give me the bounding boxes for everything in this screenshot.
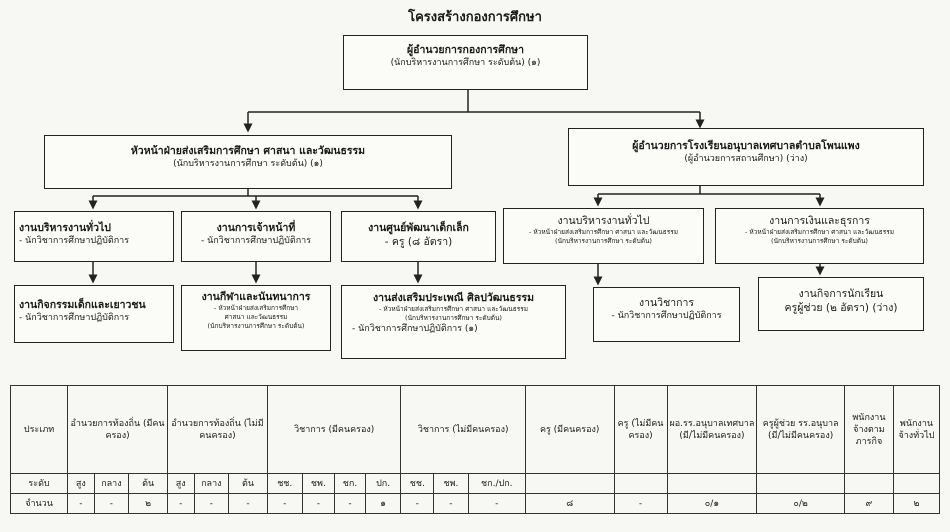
level-cell-empty: [667, 474, 757, 494]
header-cell: ครูผู้ช่วย รร.อนุบาล (มี/ไม่มีคนครอง): [757, 386, 845, 474]
count-cell: ๑: [365, 494, 401, 514]
director-title: ผู้อำนวยการกองการศึกษา: [407, 44, 524, 56]
unit-youth-line: - นักวิชาการศึกษาปฏิบัติการ: [19, 313, 130, 323]
level-cell-empty: [757, 474, 845, 494]
unit-tradition-title: งานส่งเสริมประเพณี ศิลปวัฒนธรรม: [372, 292, 535, 304]
level-cell: ชพ.: [302, 474, 335, 494]
head-right-subtitle: (ผู้อำนวยการสถานศึกษา) (ว่าง): [684, 154, 808, 164]
unit-sports-line3: (นักบริหารงานการศึกษา ระดับต้น): [207, 322, 305, 330]
count-cell: ๐/๑: [667, 494, 757, 514]
unit-youth-title: งานกิจกรรมเด็กและเยาวชน: [19, 299, 146, 311]
level-cell: ปก.: [365, 474, 401, 494]
unit-academic-title: งานวิชาการ: [638, 297, 694, 309]
level-cell-empty: [893, 474, 939, 494]
header-cell: อำนวยการท้องถิ่น (ไม่มีคนครอง): [168, 386, 268, 474]
count-cell: -: [68, 494, 95, 514]
level-cell: ชก./ปก.: [468, 474, 525, 494]
unit-admin-right-title: งานบริหารงานทั่วไป: [557, 215, 650, 227]
header-cell: ครู (มีคนครอง): [525, 386, 614, 474]
count-cell: -: [401, 494, 434, 514]
count-cell: -: [302, 494, 335, 514]
level-cell: กลาง: [94, 474, 129, 494]
level-cell: สูง: [68, 474, 95, 494]
unit-finance-title: งานการเงินและธุรการ: [769, 215, 870, 227]
count-cell: -: [168, 494, 195, 514]
header-cell: พนักงานจ้างทั่วไป: [893, 386, 939, 474]
unit-sports-title: งานกีฬาและนันทนาการ: [201, 291, 311, 303]
chart-title: โครงสร้างกองการศึกษา: [408, 10, 542, 25]
unit-admin-left-line: - นักวิชาการศึกษาปฏิบัติการ: [19, 236, 130, 246]
count-cell: ๐/๒: [757, 494, 845, 514]
unit-tradition-line3: - นักวิชาการศึกษาปฏิบัติการ (๑): [352, 324, 478, 334]
level-cell: ต้น: [129, 474, 168, 494]
unit-childcenter-title: งานศูนย์พัฒนาเด็กเล็ก: [368, 222, 469, 234]
count-cell: -: [267, 494, 302, 514]
head-right-box: [568, 128, 924, 186]
unit-admin-right: [503, 208, 704, 264]
level-cell: ชช.: [267, 474, 302, 494]
head-left-subtitle: (นักบริหารงานการศึกษา ระดับต้น) (๑): [173, 159, 323, 169]
unit-admin-right-line2: (นักบริหารงานการศึกษา ระดับต้น): [555, 237, 652, 245]
head-right-title: ผู้อำนวยการโรงเรียนอนุบาลเทศบาลตำบลโพนแพง: [632, 140, 860, 152]
unit-officer: [181, 211, 331, 262]
count-cell: -: [335, 494, 366, 514]
header-cell: อำนวยการท้องถิ่น (มีคนครอง): [68, 386, 168, 474]
unit-finance: [715, 208, 924, 264]
unit-student-title: งานกิจการนักเรียน: [798, 288, 884, 300]
unit-tradition-line1: - หัวหน้าฝ่ายส่งเสริมการศึกษา ศาสนา และวัฒนธรรม: [378, 305, 528, 313]
header-cell: วิชาการ (มีคนครอง): [267, 386, 401, 474]
count-cell: -: [194, 494, 229, 514]
level-cell: กลาง: [194, 474, 229, 494]
unit-tradition-line2: (นักบริหารงานการศึกษา ระดับต้น): [405, 314, 502, 322]
level-cell: ชก.: [335, 474, 366, 494]
count-cell: -: [614, 494, 667, 514]
level-cell: ชช.: [401, 474, 434, 494]
unit-officer-title: งานการเจ้าหน้าที่: [216, 222, 296, 234]
unit-tradition: [341, 285, 566, 359]
count-cell: -: [434, 494, 469, 514]
unit-finance-line1: - หัวหน้าฝ่ายส่งเสริมการศึกษา ศาสนา และวัฒนธรรม: [744, 228, 894, 236]
table-count-row: [11, 494, 940, 514]
count-cell: ๒: [129, 494, 168, 514]
count-cell: -: [94, 494, 129, 514]
header-cell: ผอ.รร.อนุบาลเทศบาล (มี/ไม่มีคนครอง): [667, 386, 757, 474]
level-cell: ต้น: [229, 474, 268, 494]
header-cell: วิชาการ (ไม่มีคนครอง): [401, 386, 525, 474]
count-cell: ๘: [525, 494, 614, 514]
count-label: จำนวน: [11, 494, 68, 514]
count-cell: ๒: [893, 494, 939, 514]
unit-officer-line: - นักวิชาการศึกษาปฏิบัติการ: [200, 236, 312, 246]
level-cell-empty: [614, 474, 667, 494]
head-left-box: [44, 135, 452, 189]
unit-sports-line2: ศาสนา และวัฒนธรรม: [224, 313, 288, 321]
header-cell: พนักงานจ้างตามภารกิจ: [844, 386, 893, 474]
table-header-row: [11, 386, 940, 474]
header-cell: ครู (ไม่มีคนครอง): [614, 386, 667, 474]
unit-sports-line1: - หัวหน้าฝ่ายส่งเสริมการศึกษา: [213, 304, 299, 312]
director-subtitle: (นักบริหารงานการศึกษา ระดับต้น) (๑): [390, 58, 541, 68]
level-cell: ชพ.: [434, 474, 469, 494]
unit-sports: [181, 285, 331, 351]
unit-student: [758, 277, 924, 331]
unit-childcenter: [341, 211, 496, 262]
level-cell: สูง: [168, 474, 195, 494]
level-label: ระดับ: [11, 474, 68, 494]
unit-academic-line: - นักวิชาการศึกษาปฏิบัติการ: [611, 311, 722, 321]
unit-admin-right-line1: - หัวหน้าฝ่ายส่งเสริมการศึกษา ศาสนา และวัฒนธรรม: [528, 228, 678, 236]
count-cell: -: [468, 494, 525, 514]
level-cell-empty: [525, 474, 614, 494]
count-cell: -: [229, 494, 268, 514]
level-cell-empty: [844, 474, 893, 494]
unit-academic: [593, 287, 740, 342]
unit-youth: [14, 285, 174, 343]
unit-admin-left-title: งานบริหารงานทั่วไป: [19, 222, 111, 234]
count-cell: ๙: [844, 494, 893, 514]
unit-admin-left: [14, 211, 174, 262]
type-label: ประเภท: [11, 386, 68, 474]
unit-student-line: ครูผู้ช่วย (๒ อัตรา) (ว่าง): [784, 302, 898, 314]
head-left-title: หัวหน้าฝ่ายส่งเสริมการศึกษา ศาสนา และวัฒนธรรม: [130, 145, 366, 157]
unit-finance-line2: (นักบริหารงานการศึกษา ระดับต้น): [771, 237, 868, 245]
unit-childcenter-line: - ครู (๘ อัตรา): [384, 236, 453, 248]
table-level-row: [11, 474, 940, 494]
staffing-table: [10, 385, 940, 514]
director-box: [343, 35, 588, 90]
